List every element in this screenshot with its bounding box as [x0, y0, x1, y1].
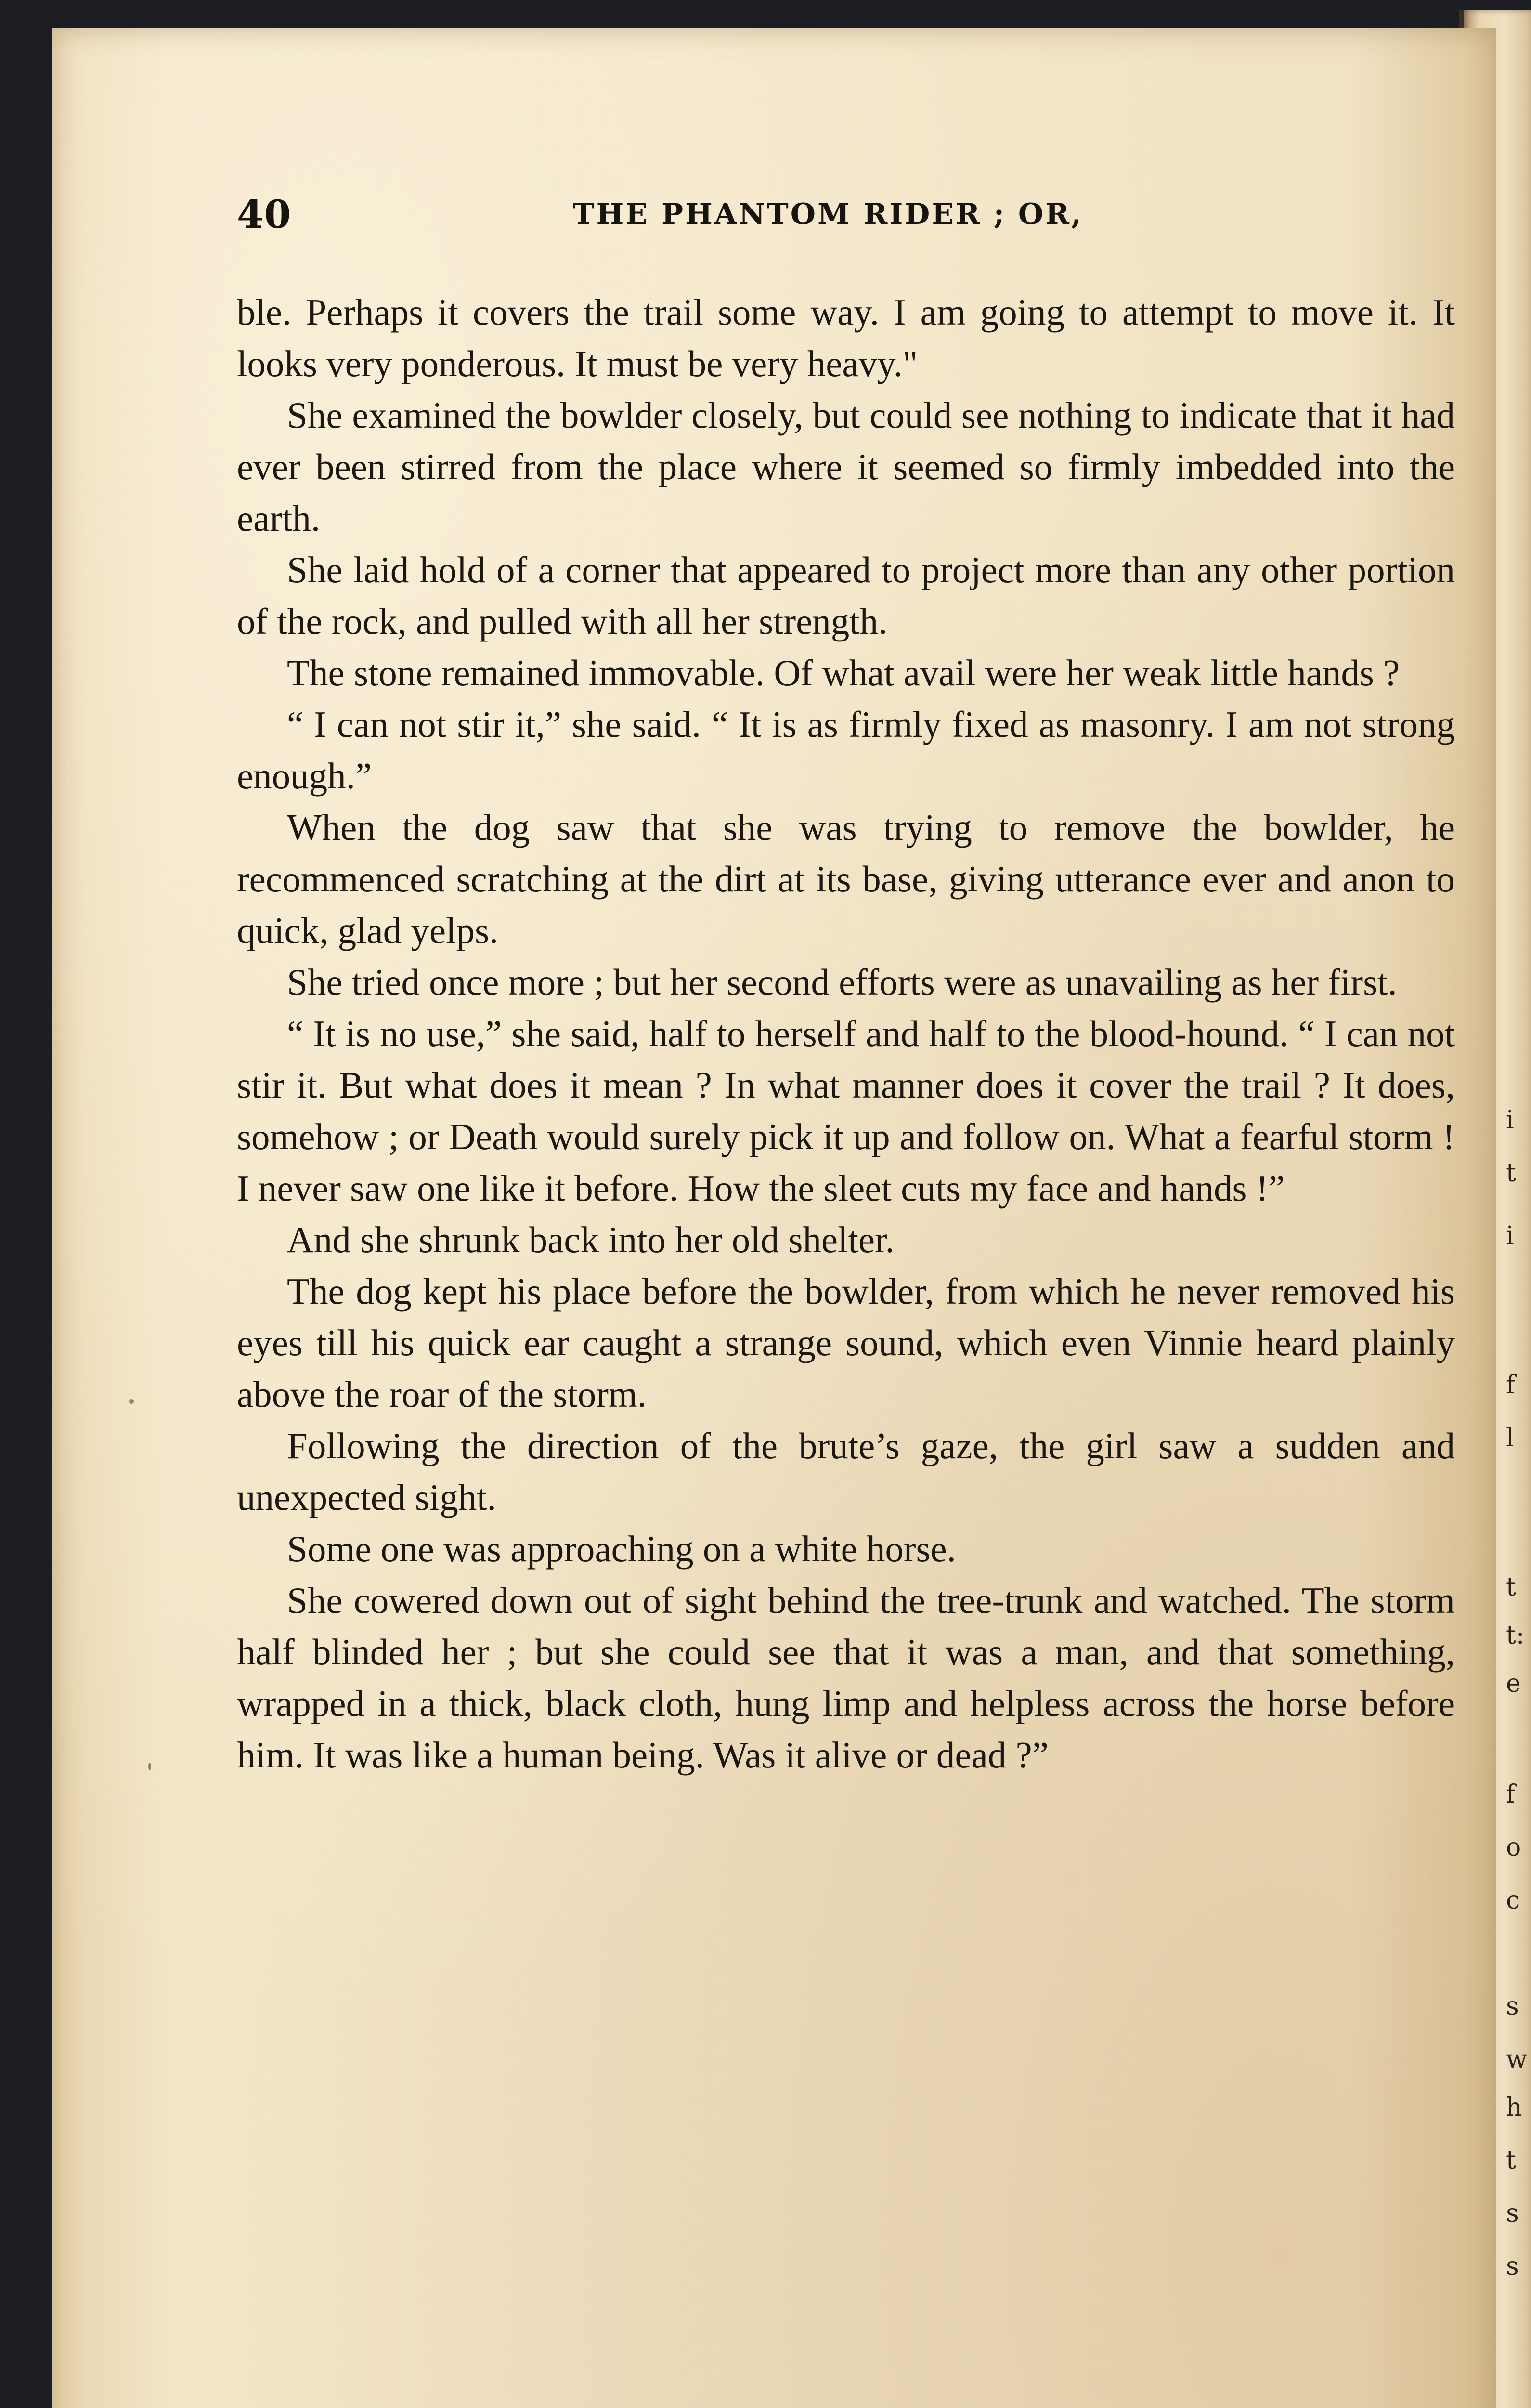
body-text	[237, 287, 1455, 1781]
facing-page-fragment: f	[1506, 1780, 1516, 1809]
facing-page-fragment: c	[1506, 1886, 1520, 1915]
facing-page-fragment: i	[1506, 1221, 1514, 1250]
paragraph: She laid hold of a corner that appeared to project more than any other portion of the rock, and pulled with all her strength.	[237, 549, 1455, 642]
paragraph: She tried once more ; but her second efforts were as unavailing as her first.	[287, 961, 1397, 1003]
facing-page-fragment: t:	[1506, 1621, 1525, 1650]
paragraph: Some one was approaching on a white horse.	[287, 1528, 956, 1570]
facing-page-fragment: e	[1506, 1669, 1521, 1698]
facing-page-fragment: t	[1506, 1159, 1516, 1188]
paper-speck	[129, 1399, 134, 1404]
facing-page-fragment: w	[1506, 2045, 1528, 2074]
running-head	[0, 188, 1531, 246]
paragraph: “ It is no use,” she said, half to herself and half to the blood-hound. “ I can not stir it. But what does it mean ? In what manner does it cover the trail ? It does, somehow ; or Death would surely pick it up and follow on. What a fearful storm ! I never saw one like it before. How the sleet cuts my face and hands !”	[237, 1013, 1455, 1209]
paragraph: And she shrunk back into her old shelter.	[287, 1219, 895, 1260]
paragraph: “ I can not stir it,” she said. “ It is as firmly fixed as masonry. I am not strong enough.”	[237, 704, 1455, 797]
facing-page-fragment: t	[1506, 2146, 1516, 2175]
facing-page-fragment: s	[1506, 1992, 1519, 2021]
facing-page-fragment: l	[1506, 1424, 1514, 1453]
paragraph: She examined the bowlder closely, but could see nothing to indicate that it had ever been stirred from the place where it seemed so firmly imbedded into the earth.	[237, 394, 1455, 539]
facing-page-fragment: s	[1506, 2199, 1519, 2228]
facing-page-fragment: f	[1506, 1371, 1516, 1400]
page-number: 40	[237, 192, 292, 237]
running-title: THE PHANTOM RIDER ; OR,	[573, 197, 1083, 231]
paragraph: The stone remained immovable. Of what avail were her weak little hands ?	[287, 652, 1400, 694]
paragraph: The dog kept his place before the bowlder, from which he never removed his eyes till his quick ear caught a strange sound, which even Vinnie heard plainly above the roar of the storm.	[237, 1270, 1455, 1415]
facing-page-fragment: i	[1506, 1106, 1514, 1135]
facing-page-fragment: o	[1506, 1833, 1521, 1862]
paper-speck	[148, 1763, 151, 1770]
facing-page-fragment: s	[1506, 2252, 1519, 2281]
facing-page-fragment: h	[1506, 2093, 1522, 2122]
paragraph: Following the direction of the brute’s gaze, the girl saw a sudden and unexpected sight.	[237, 1425, 1455, 1518]
facing-page-fragment: t	[1506, 1573, 1516, 1602]
paragraph: She cowered down out of sight behind the tree-trunk and watched. The storm half blinded her ; but she could see that it was a man, and that something, wrapped in a thick, black cloth, hung limp and helpless across the horse before him. It was like a human being. Was it alive or dead ?”	[237, 1580, 1455, 1776]
paragraph: When the dog saw that she was trying to remove the bowlder, he recommenced scratching at the dirt at its base, giving utterance ever and anon to quick, glad yelps.	[237, 807, 1455, 951]
paragraph: ble. Perhaps it covers the trail some way. I am going to attempt to move it. It looks very ponderous. It must be very heavy."	[237, 291, 1455, 384]
